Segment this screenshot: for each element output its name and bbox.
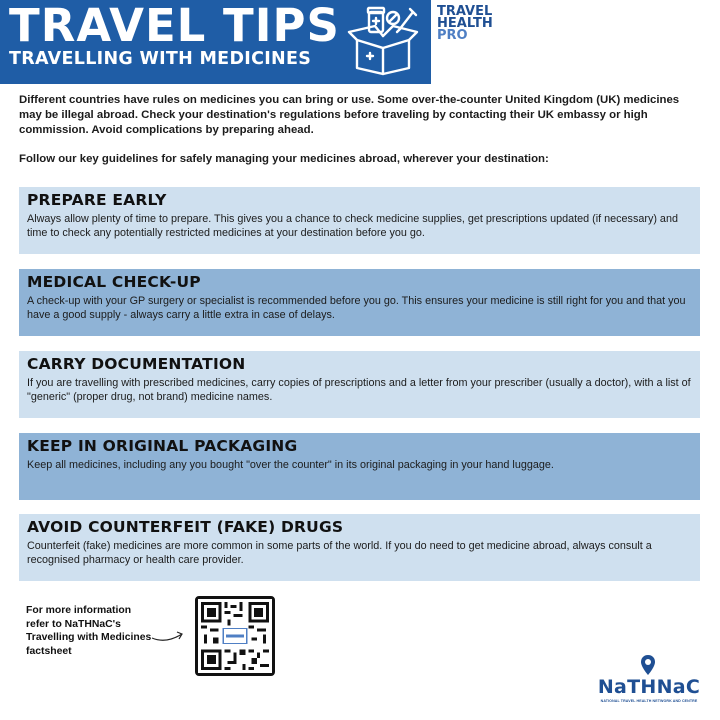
nathnac-wordmark: NaTHNaC	[597, 676, 701, 698]
tip-title: KEEP IN ORIGINAL PACKAGING	[27, 437, 298, 455]
page-subtitle: TRAVELLING WITH MEDICINES	[9, 49, 312, 69]
page-title: TRAVEL TIPS	[9, 0, 340, 52]
tip-body: A check-up with your GP surgery or specialist is recommended before you go. This ensures your medicine is still right for you and that you have a good supply - always carry a little extra in case of delays.	[27, 295, 686, 321]
tip-card-keep-in-original-packaging	[19, 433, 700, 500]
follow-guidelines-text: Follow our key guidelines for safely managing your medicines abroad, wherever your destination:	[19, 153, 549, 165]
qr-code-icon[interactable]	[195, 596, 275, 676]
nathnac-logo	[590, 654, 708, 714]
logo-line-3: PRO	[437, 28, 468, 43]
tip-card-carry-documentation	[19, 351, 700, 418]
tip-body: Always allow plenty of time to prepare. This gives you a chance to check medicine supplies, get prescriptions updated (if necessary) and time to check any potentially restricted medicines at your destination before you go.	[27, 213, 678, 239]
tip-title: AVOID COUNTERFEIT (FAKE) DRUGS	[27, 518, 344, 536]
tip-title: MEDICAL CHECK-UP	[27, 273, 201, 291]
tip-body: Counterfeit (fake) medicines are more common in some parts of the world. If you do need to get medicine abroad, always consult a recognised pharmacy or health care provider.	[27, 540, 652, 566]
tip-card-prepare-early	[19, 187, 700, 254]
tip-card-medical-check-up	[19, 269, 700, 336]
travel-health-pro-logo	[437, 6, 493, 42]
intro-paragraph: Different countries have rules on medicines you can bring or use. Some over-the-counter United Kingdom (UK) medicines may be illegal abroad. Check your destination's regulations before traveling by contacting their UK embassy or high commission. Avoid complications by preparing ahead.	[19, 94, 680, 136]
tip-card-avoid-counterfeit-drugs	[19, 514, 700, 581]
header-banner	[0, 0, 431, 84]
tip-body: Keep all medicines, including any you bought "over the counter" in its original packaging in your hand luggage.	[27, 459, 554, 471]
curved-arrow-icon	[150, 626, 186, 644]
logo-line-2: HEALTH	[437, 16, 493, 31]
tip-body: If you are travelling with prescribed medicines, carry copies of prescriptions and a letter from your prescriber (usually a doctor), with a list of "generic" (proper drug, not brand) medicine names.	[27, 377, 691, 403]
nathnac-tagline: NATIONAL TRAVEL HEALTH NETWORK AND CENTRE	[600, 699, 698, 703]
medical-kit-icon	[347, 6, 419, 76]
tip-title: CARRY DOCUMENTATION	[27, 355, 246, 373]
tip-title: PREPARE EARLY	[27, 191, 167, 209]
more-info-text: For more information refer to NaTHNaC's Travelling with Medicines factsheet	[26, 605, 152, 657]
logo-line-1: TRAVEL	[437, 4, 493, 19]
location-pin-icon	[640, 654, 656, 676]
